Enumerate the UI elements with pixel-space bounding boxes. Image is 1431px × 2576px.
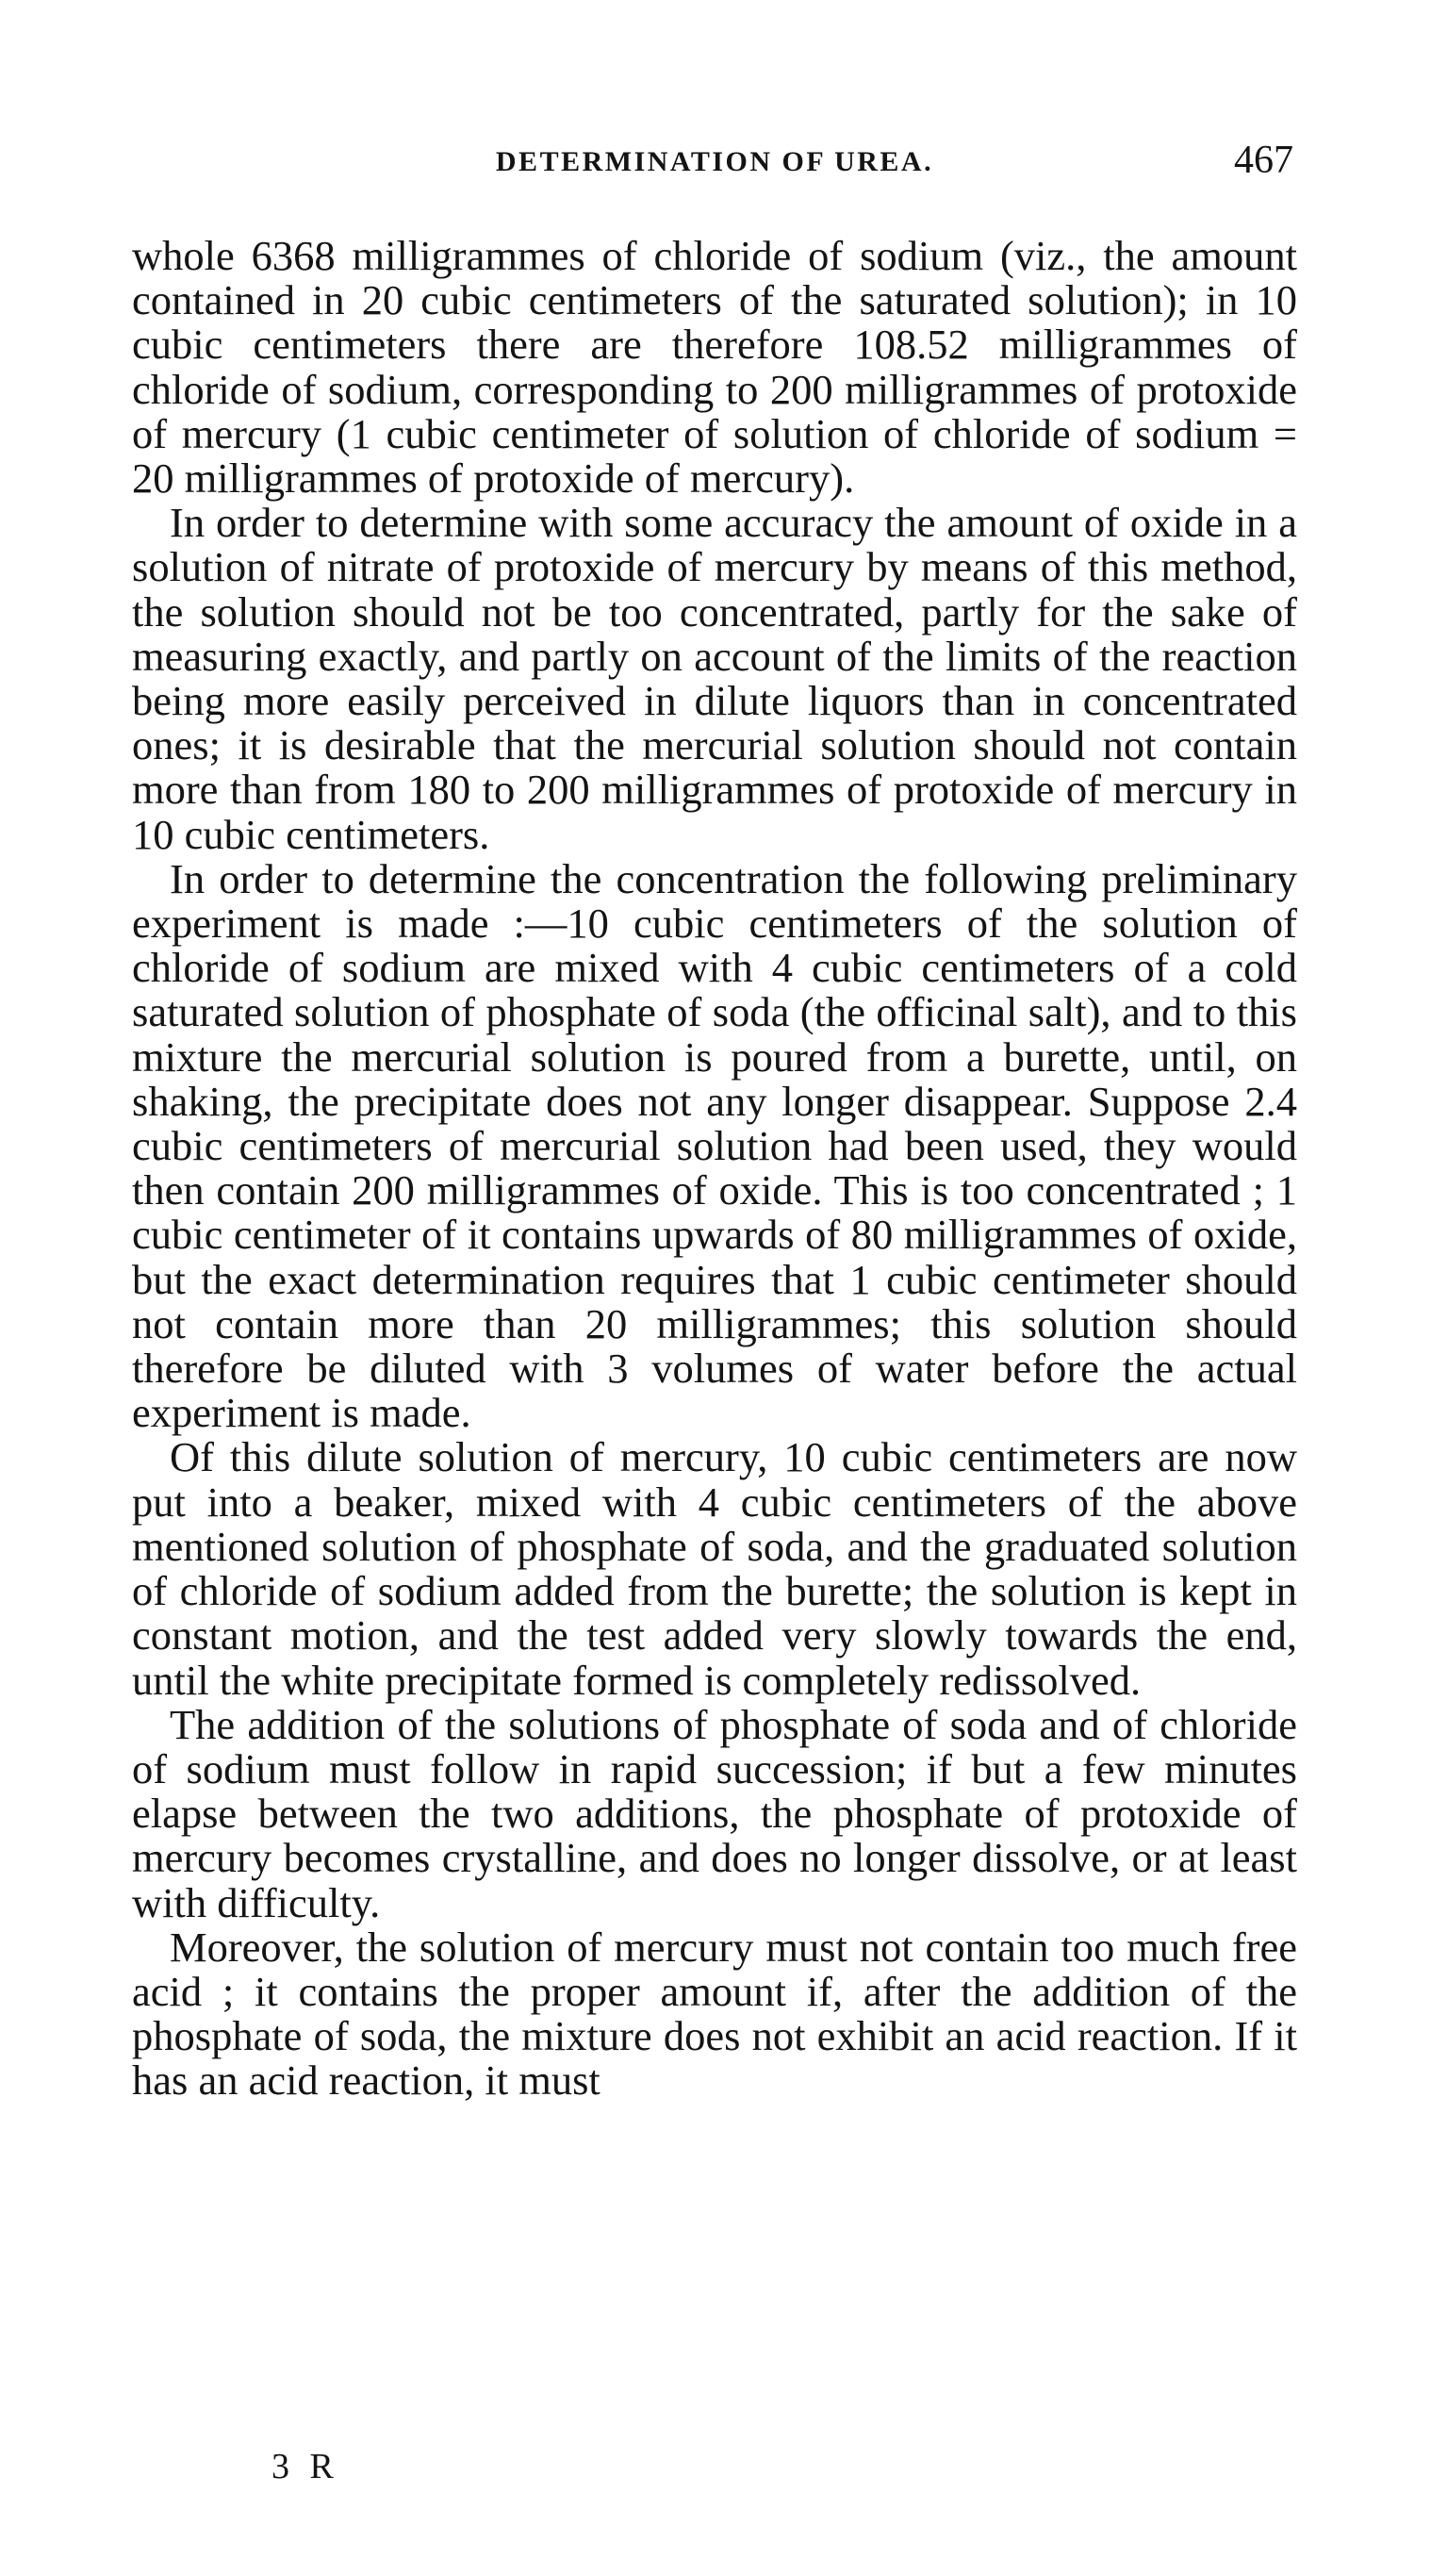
paragraph-rapid-succession: The addition of the solutions of phosphate of soda and of chloride of sodium must follow in rapid succession; if but a few minutes elapse between the two additions, the phosphate of protoxide of mercury becomes crystalline, and does no longer dissolve, or at least with difficulty. — [132, 1700, 1297, 1926]
paragraph-preliminary-experiment: In order to determine the concentration the following preliminary experiment is made :—10 cubic centimeters of the solution of chloride of sodium are mixed with 4 cubic centimeters of a cold saturated solution of phosphate of soda (the officinal salt), and to this mixture the mercurial solution is poured from a burette, until, on shaking, the precipitate does not any longer disappear. Suppose 2.4 cubic centimeters of mercurial solution had been used, they would then contain 200 milligrammes of oxide. This is too concentrated ; 1 cubic centimeter of it contains upwards of 80 milligrammes of oxide, but the exact determination requires that 1 cubic centimeter should not contain more than 20 milligrammes; this solution should therefore be diluted with 3 volumes of water before the actual experiment is made. — [132, 854, 1297, 1437]
page-number: 467 — [1234, 139, 1293, 182]
signature-mark: 3 R — [271, 2447, 339, 2486]
running-head — [136, 139, 1293, 190]
paragraph-accuracy: In order to determine with some accuracy the amount of oxide in a solution of nitrate of protoxide of mercury by means of this method, the solution should not be too concentrated, partly for the sake of measuring exactly, and partly on account of the limits of the reaction being more easily perceived in dilute liquors than in concentrated ones; it is desirable that the mercurial solution should not contain more than from 180 to 200 milligrammes of protoxide of mercury in 10 cubic centimeters. — [132, 499, 1297, 858]
paragraph-continuation: whole 6368 milligrammes of chloride of sodium (viz., the amount contained in 20 cubic centimeters of the saturated solution); in 10 cubic centimeters there are therefore 108.52 milligrammes of chloride of sodium, corresponding to 200 milligrammes of protoxide of mercury (1 cubic centimeter of solution of chloride of sodium = 20 milligrammes of protoxide of mercury). — [132, 232, 1297, 503]
running-title: DETERMINATION OF UREA. — [495, 146, 934, 177]
body-text — [132, 234, 1297, 2104]
paragraph-free-acid: Moreover, the solution of mercury must not contain too much free acid ; it contains the proper amount if, after the addition of the phosphate of soda, the mixture does not exhibit an acid reaction. If it has an acid reaction, it must — [132, 1923, 1297, 2105]
paragraph-dilute-solution: Of this dilute solution of mercury, 10 cubic centimeters are now put into a beaker, mixed with 4 cubic centimeters of the above mentioned solution of phosphate of soda, and the graduated solution of chloride of sodium added from the burette; the solution is kept in constant motion, and the test added very slowly towards the end, until the white precipitate formed is completely redissolved. — [132, 1433, 1297, 1704]
